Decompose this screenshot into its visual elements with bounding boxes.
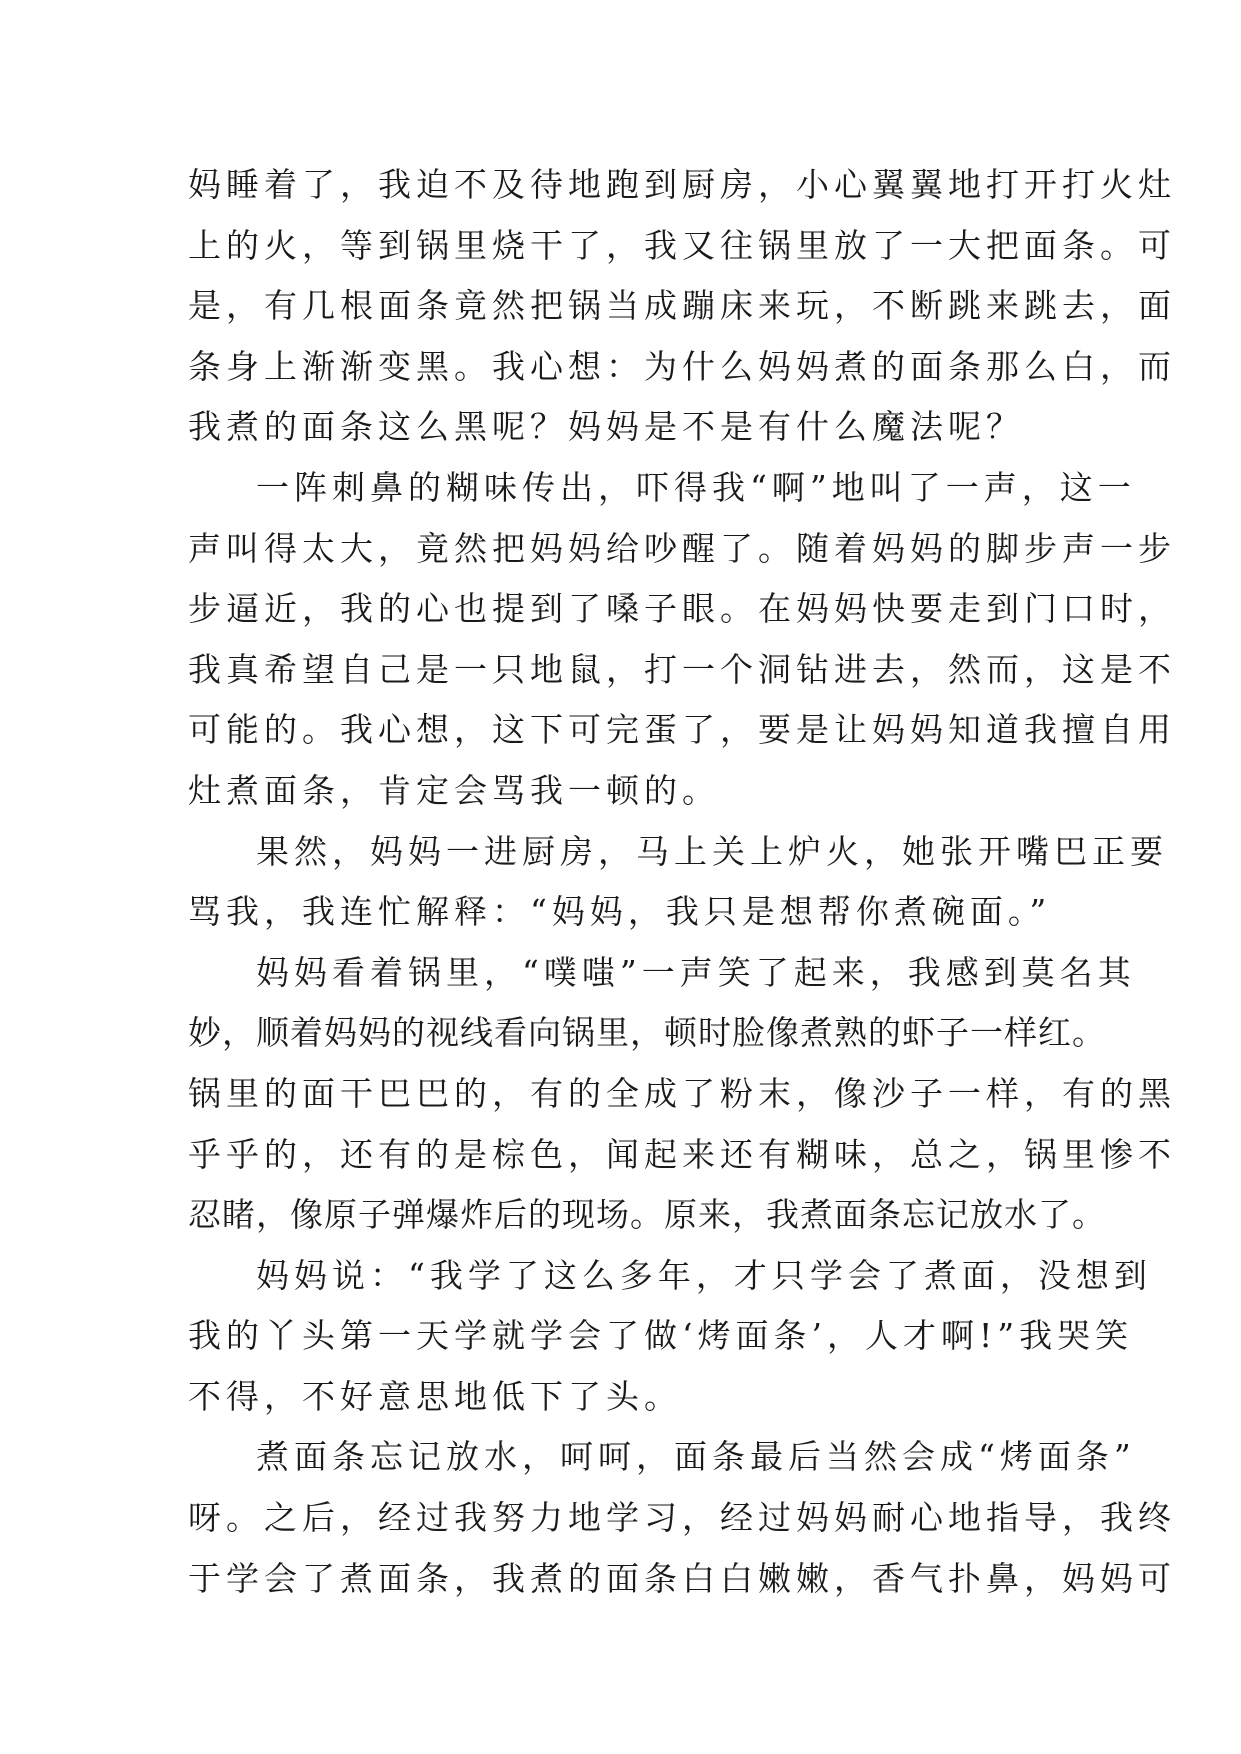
text-line: 我真希望自己是一只地鼠，打一个洞钻进去，然而，这是不 [188, 649, 1176, 689]
paragraph-first-line: 煮面条忘记放水，呵呵，面条最后当然会成“烤面条” [256, 1437, 1136, 1477]
text-line: 骂我，我连忙解释：“妈妈，我只是想帮你煮碗面。” [188, 892, 1052, 932]
text-line: 不得，不好意思地低下了头。 [188, 1376, 682, 1416]
essay-text [188, 155, 1176, 1609]
text-line: 我煮的面条这么黑呢？妈妈是不是有什么魔法呢？ [188, 407, 1024, 447]
text-line: 上的火，等到锅里烧干了，我又往锅里放了一大把面条。可 [188, 225, 1176, 265]
text-line: 于学会了煮面条，我煮的面条白白嫩嫩，香气扑鼻，妈妈可 [188, 1558, 1176, 1598]
paragraph-first-line: 妈妈说：“我学了这么多年，才只学会了煮面，没想到 [256, 1255, 1152, 1295]
paragraph-first-line: 一阵刺鼻的糊味传出，吓得我“啊”地叫了一声，这一 [256, 467, 1136, 507]
text-line: 呀。之后，经过我努力地学习，经过妈妈耐心地指导，我终 [188, 1498, 1176, 1538]
text-line: 我的丫头第一天学就学会了做‘烤面条’，人才啊!”我哭笑 [188, 1316, 1134, 1356]
text-line: 条身上渐渐变黑。我心想：为什么妈妈煮的面条那么白，而 [188, 346, 1176, 386]
text-line: 妙，顺着妈妈的视线看向锅里，顿时脸像煮熟的虾子一样红。 [188, 1013, 1106, 1053]
text-line: 可能的。我心想，这下可完蛋了，要是让妈妈知道我擅自用 [188, 710, 1176, 750]
text-line: 乎乎的，还有的是棕色，闻起来还有糊味，总之，锅里惨不 [188, 1134, 1176, 1174]
text-line: 声叫得太大，竟然把妈妈给吵醒了。随着妈妈的脚步声一步 [188, 528, 1176, 568]
text-line: 忍睹，像原子弹爆炸后的现场。原来，我煮面条忘记放水了。 [188, 1195, 1106, 1235]
text-line: 灶煮面条，肯定会骂我一顿的。 [188, 770, 720, 810]
text-line: 是，有几根面条竟然把锅当成蹦床来玩，不断跳来跳去，面 [188, 286, 1176, 326]
text-line: 步逼近，我的心也提到了嗓子眼。在妈妈快要走到门口时， [188, 589, 1176, 629]
text-line: 妈睡着了，我迫不及待地跑到厨房，小心翼翼地打开打火灶 [188, 165, 1176, 204]
paragraph-first-line: 果然，妈妈一进厨房，马上关上炉火，她张开嘴巴正要 [256, 831, 1168, 871]
paragraph-first-line: 妈妈看着锅里，“噗嗤”一声笑了起来，我感到莫名其 [256, 952, 1136, 992]
text-line: 锅里的面干巴巴的，有的全成了粉末，像沙子一样，有的黑 [188, 1073, 1176, 1113]
